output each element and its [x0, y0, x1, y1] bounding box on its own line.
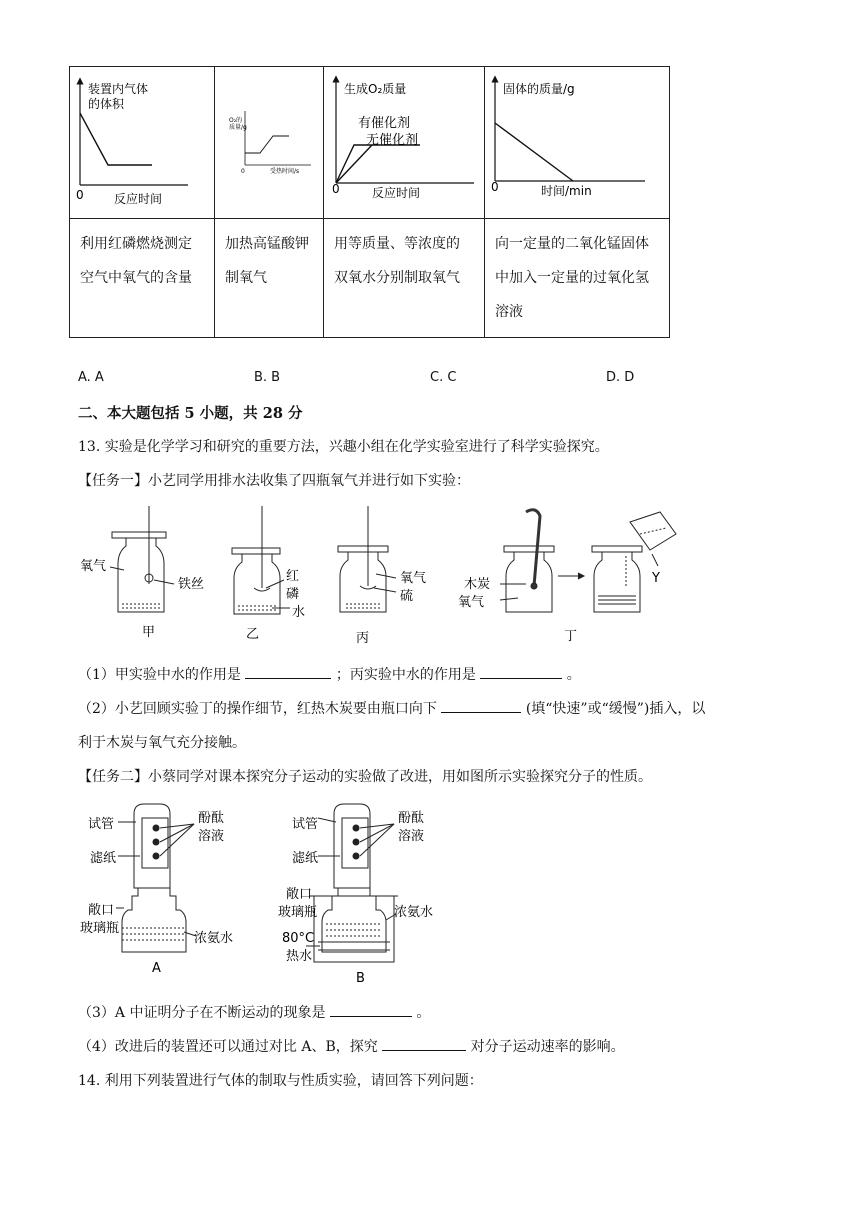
fig-a-caption: A	[152, 961, 161, 976]
jia-caption: 甲	[142, 625, 156, 640]
graph-c	[324, 67, 484, 214]
fig-b-hot: 热水	[286, 949, 313, 964]
yi-water-label: 水	[292, 605, 306, 620]
q13-1-blank-1[interactable]	[245, 664, 331, 679]
q13-1-text-b: ；丙实验中水的作用是	[335, 667, 476, 683]
fig-b-phen1: 酚酞	[398, 811, 425, 826]
q13-3-text-b: 。	[416, 1005, 431, 1021]
fig-b-bottle1: 敞口	[286, 887, 313, 902]
q13-2-text-b: (填“快速”或“缓慢”)插入，以	[525, 701, 706, 717]
graph-c-ylabel: 生成O₂质量	[344, 82, 407, 96]
choice-a[interactable]: A. A	[78, 370, 104, 385]
yi-p-label1: 红	[286, 569, 300, 584]
q13-1-text-a: （1）甲实验中水的作用是	[78, 667, 241, 683]
q13-4-blank[interactable]	[382, 1036, 466, 1051]
desc-d-line3: 溶液	[495, 304, 523, 320]
desc-d-line1: 向一定量的二氧化锰固体	[495, 236, 649, 252]
q13-intro: 13. 实验是化学学习和研究的重要方法，兴趣小组在化学实验室进行了科学实验探究。	[78, 439, 609, 455]
graph-d-origin: 0	[491, 180, 499, 194]
ding-c-label: 木炭	[464, 577, 491, 592]
q13-4-line	[78, 1036, 625, 1056]
ding-caption: 丁	[564, 629, 578, 644]
fig-b-paper-label: 滤纸	[292, 851, 319, 866]
desc-b	[215, 219, 324, 338]
graph-cell-b	[215, 67, 324, 219]
graph-d-ylabel: 固体的质量/g	[503, 82, 575, 96]
desc-c	[324, 219, 485, 338]
choice-b[interactable]: B. B	[254, 370, 281, 385]
fig-b-caption: B	[356, 971, 365, 986]
fig-b-temp: 80°C	[282, 931, 315, 946]
desc-b-line1: 加热高锰酸钾	[225, 236, 309, 252]
graph-cell-a	[70, 67, 215, 219]
q13-1-line	[78, 664, 581, 684]
jia-wire-label: 铁丝	[178, 577, 205, 592]
choice-d[interactable]: D. D	[606, 370, 635, 385]
experiment-figure-1	[70, 504, 710, 650]
section-heading: 二、本大题包括 5 小题，共 28 分	[78, 405, 303, 422]
q13-task2: 【任务二】小蔡同学对课本探究分子运动的实验做了改进，用如图所示实验探究分子的性质。	[78, 769, 652, 785]
graph-cell-c	[324, 67, 485, 219]
graph-b	[215, 67, 323, 214]
fig-a-paper-label: 滤纸	[90, 851, 117, 866]
graph-a-ylabel1: 装置内气体	[88, 82, 149, 96]
graph-a	[70, 67, 214, 214]
yi-caption: 乙	[246, 627, 260, 642]
desc-b-line2: 制氧气	[225, 270, 267, 286]
graph-c-curve2: 无催化剂	[366, 133, 419, 148]
fig-a-phen2: 溶液	[198, 829, 225, 844]
fig-b-tube-label: 试管	[292, 817, 319, 832]
q13-3-line	[78, 1002, 430, 1022]
fig-a-ammonia: 浓氨水	[194, 931, 234, 946]
graph-c-origin: 0	[332, 182, 340, 196]
graph-d	[485, 67, 669, 214]
graph-a-xlabel: 反应时间	[114, 192, 163, 206]
graph-c-xlabel: 反应时间	[372, 186, 421, 200]
q13-2-line	[78, 698, 705, 718]
graph-a-ylabel2: 的体积	[88, 97, 125, 111]
q13-task1: 【任务一】小艺同学用排水法收集了四瓶氧气并进行如下实验：	[78, 473, 470, 489]
graph-c-curve1: 有催化剂	[358, 116, 411, 131]
q13-2-line2: 利于木炭与氧气充分接触。	[78, 735, 246, 751]
q13-2-text-a: （2）小艺回顾实验丁的操作细节，红热木炭要由瓶口向下	[78, 701, 437, 717]
q13-4-text-b: 对分子运动速率的影响。	[470, 1039, 625, 1055]
desc-c-line2: 双氧水分别制取氧气	[334, 270, 460, 286]
bing-o2-label: 氧气	[400, 571, 427, 586]
graph-b-xlabel: 受热时间/s	[270, 168, 300, 175]
q13-1-text-c: 。	[566, 667, 581, 683]
desc-d	[485, 219, 670, 338]
experiment-figure-2	[80, 800, 460, 986]
desc-d-line2: 中加入一定量的过氧化氢	[495, 270, 649, 286]
q14-intro: 14. 利用下列装置进行气体的制取与性质实验，请回答下列问题：	[78, 1073, 483, 1089]
desc-a-line1: 利用红磷燃烧测定	[80, 236, 192, 252]
desc-a	[70, 219, 215, 338]
graph-a-origin: 0	[76, 188, 84, 202]
graph-b-ylabel1: O₂的	[229, 117, 243, 124]
graph-b-origin: 0	[241, 168, 245, 175]
yi-p-label2: 磷	[286, 587, 300, 602]
fig-b-phen2: 溶液	[398, 829, 425, 844]
q13-4-text-a: （4）改进后的装置还可以通过对比 A、B，探究	[78, 1039, 378, 1055]
desc-a-line2: 空气中氧气的含量	[80, 270, 192, 286]
q13-2-blank[interactable]	[441, 698, 521, 713]
choice-c[interactable]: C. C	[430, 370, 457, 385]
bing-s-label: 硫	[400, 589, 414, 604]
graph-b-ylabel2: 质量/g	[229, 124, 247, 131]
fig-a-bottle1: 敞口	[88, 903, 115, 918]
bing-caption: 丙	[356, 631, 370, 646]
options-table	[69, 66, 670, 338]
ding-o2-label: 氧气	[458, 595, 485, 610]
graph-cell-d	[485, 67, 670, 219]
fig-b-ammonia: 浓氨水	[394, 905, 434, 920]
desc-c-line1: 用等质量、等浓度的	[334, 236, 460, 252]
q13-3-blank[interactable]	[330, 1002, 412, 1017]
q13-3-text-a: （3）A 中证明分子在不断运动的现象是	[78, 1005, 326, 1021]
fig-a-bottle2: 玻璃瓶	[80, 921, 120, 936]
fig-b-bottle2: 玻璃瓶	[278, 905, 318, 920]
graph-d-xlabel: 时间/min	[541, 184, 592, 198]
fig-a-tube-label: 试管	[88, 817, 115, 832]
fig-a-phen1: 酚酞	[198, 811, 225, 826]
q13-1-blank-2[interactable]	[480, 664, 562, 679]
ding-y-label: Y	[652, 571, 660, 586]
jia-o2-label: 氧气	[80, 559, 107, 574]
